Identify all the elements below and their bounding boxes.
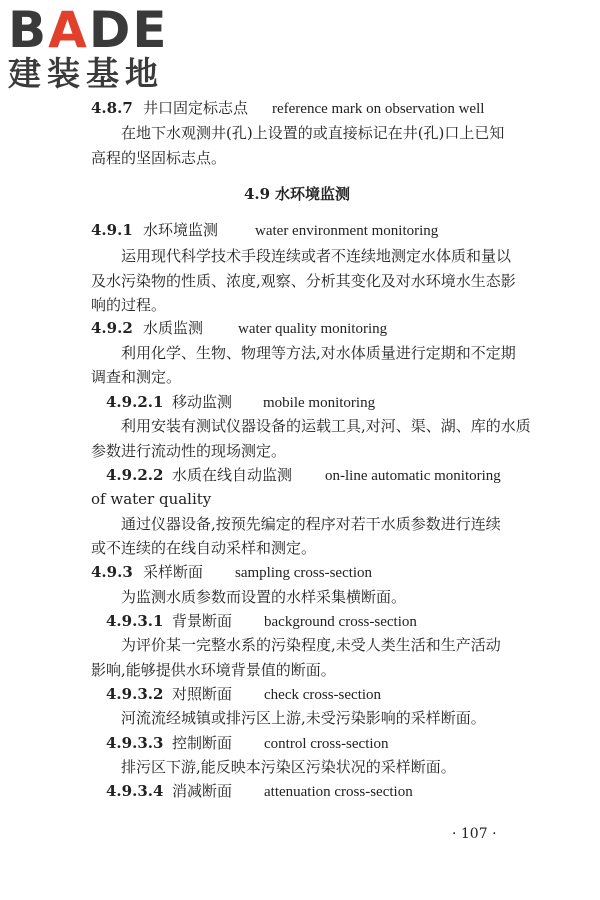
term-4-9-3-1-definition-line: 影响,能够提供水环境背景值的断面。	[91, 661, 336, 679]
term-4-9-2-2-definition-line: 通过仪器设备,按预先编定的程序对若干水质参数进行连续	[121, 515, 501, 533]
term-4-9-1: 4.9.1 水环境监测 water environment monitoring	[91, 221, 439, 239]
term-4-8-7-definition-line: 在地下水观测井(孔)上设置的或直接标记在井(孔)口上已知	[121, 124, 505, 142]
term-4-9-2-2-definition-line: 或不连续的在线自动采样和测定。	[91, 539, 317, 557]
term-4-9-1-definition-line: 及水污染物的性质、浓度,观察、分析其变化及对水环境水生态影	[91, 272, 516, 290]
term-4-9-2-1-definition-line: 利用安装有测试仪器设备的运载工具,对河、渠、湖、库的水质	[121, 417, 531, 435]
term-4-9-3-2: 4.9.3.2 对照断面 check cross-section	[106, 685, 382, 703]
term-4-9-2-1: 4.9.2.1 移动监测 mobile monitoring	[106, 393, 376, 411]
term-4-9-2-definition-line: 调查和测定。	[91, 368, 182, 386]
term-4-9-2-1-definition-line: 参数进行流动性的现场测定。	[91, 442, 287, 460]
term-4-8-7: 4.8.7 井口固定标志点 reference mark on observation well	[91, 99, 485, 117]
term-4-9-2-2: 4.9.2.2 水质在线自动监测 on-line automatic monitoring	[106, 466, 501, 484]
term-4-9-2: 4.9.2 水质监测 water quality monitoring	[91, 319, 388, 337]
term-4-9-2-definition-line: 利用化学、生物、物理等方法,对水体质量进行定期和不定期	[121, 344, 516, 362]
page-number: · 107 ·	[452, 826, 497, 842]
logo-chinese: 建装基地	[8, 54, 164, 93]
term-4-9-3-3: 4.9.3.3 控制断面 control cross-section	[106, 734, 389, 752]
bade-logo	[8, 1, 178, 93]
term-4-8-7-definition-line: 高程的坚固标志点。	[91, 149, 227, 167]
term-4-9-3-2-definition-line: 河流流经城镇或排污区上游,未受污染影响的采样断面。	[121, 709, 486, 727]
term-4-9-3-1-definition-line: 为评价某一完整水系的污染程度,未受人类生活和生产活动	[121, 636, 501, 654]
term-4-9-1-definition-line: 运用现代科学技术手段连续或者不连续地测定水体质和量以	[121, 247, 512, 265]
section-heading-4-9: 4.9 水环境监测	[244, 185, 351, 203]
term-4-9-1-definition-line: 响的过程。	[91, 296, 167, 314]
term-4-9-3-3-definition-line: 排污区下游,能反映本污染区污染状况的采样断面。	[121, 758, 456, 776]
term-4-9-3-4: 4.9.3.4 消减断面 attenuation cross-section	[106, 782, 413, 800]
term-4-9-3-1: 4.9.3.1 背景断面 background cross-section	[106, 612, 417, 630]
term-4-9-3-definition-line: 为监测水质参数而设置的水样采集横断面。	[121, 588, 407, 606]
term-4-9-3: 4.9.3 采样断面 sampling cross-section	[91, 563, 373, 581]
logo-wordmark: BADE	[8, 1, 169, 59]
term-4-9-2-2-english-continued: of water quality	[91, 490, 212, 508]
